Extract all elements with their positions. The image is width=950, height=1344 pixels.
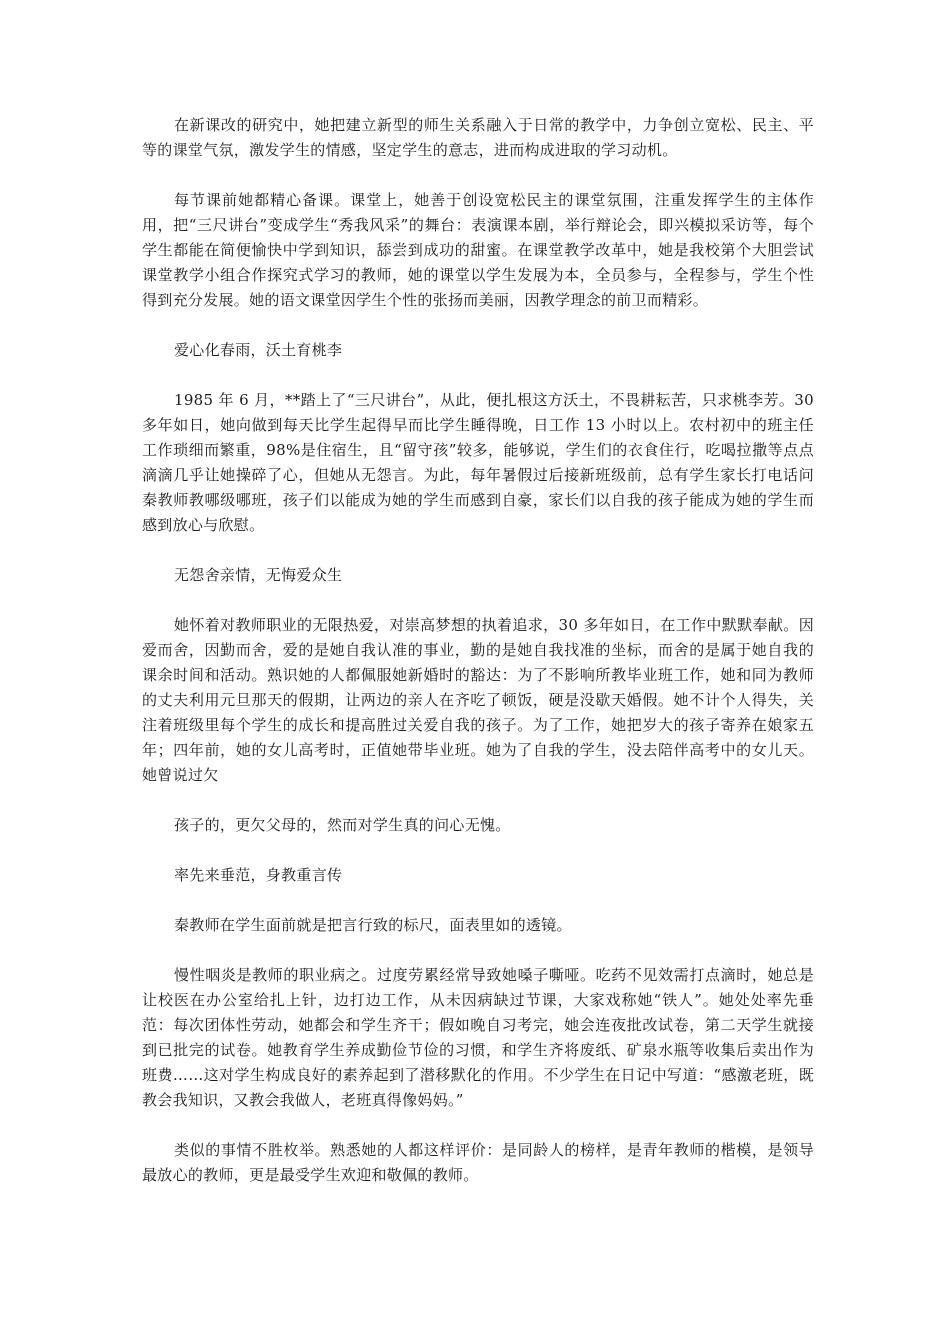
paragraph: 慢性咽炎是教师的职业病之。过度劳累经常导致她嗓子嘶哑。吃药不见效需打点滴时，她总是让校医在办公室给扎上针，边打边工作，从未因病缺过节课，大家戏称她“铁人”。她处处率先垂范：每次团体性劳动，她都会和学生齐干；假如晚自习考完，她会连夜批改试卷，第二天学生就接到已批完的试卷。她教育学生养成勤俭节俭的习惯，和学生齐将废纸、矿泉水瓶等收集后卖出作为班费……这对学生构成良好的素养起到了潜移默化的作用。不少学生在日记中写道：“感激老班，既教会我知识，又教会我做人，老班真得像妈妈。” — [142, 966, 814, 1109]
paragraph: 秦教师在学生面前就是把言行致的标尺，面表里如的透镜。 — [174, 916, 572, 934]
paragraph: 她怀着对教师职业的无限热爱，对崇高梦想的执着追求，30 多年如日，在工作中默默奉献。因爱而舍，因勤而舍，爱的是她自我认准的事业，勤的是她自我找准的坐标，而舍的是属于她自我的课余时间和活动。熟识她的人都佩服她新婚时的豁达：为了不影响所教毕业班工作，她和同为教师的丈夫利用元旦那天的假期，让两边的亲人在齐吃了顿饭，硬是没歇天婚假。她不计个人得失，关注着班级里每个学生的成长和提高胜过关爱自我的孩子。为了工作，她把岁大的孩子寄养在娘家五年；四年前，她的女儿高考时，正值她带毕业班。她为了自我的学生，没去陪伴高考中的女儿天。她曾说过欠 — [142, 616, 814, 784]
document-body — [142, 113, 814, 1213]
paragraph: 每节课前她都精心备课。课堂上，她善于创设宽松民主的课堂氛围，注重发挥学生的主体作用，把“三尺讲台”变成学生“秀我风采”的舞台：表演课本剧，举行辩论会，即兴模拟采访等，每个学生都能在简便愉快中学到知识，舔尝到成功的甜蜜。在课堂教学改革中，她是我校第个大胆尝试课堂教学小组合作探究式学习的教师，她的课堂以学生发展为本，全员参与，全程参与，学生个性得到充分发展。她的语文课堂因学生个性的张扬而美丽，因教学理念的前卫而精彩。 — [142, 191, 814, 309]
section-heading: 无怨舍亲情，无悔爱众生 — [174, 566, 343, 584]
paragraph: 孩子的，更欠父母的，然而对学生真的问心无愧。 — [174, 816, 511, 834]
paragraph: 1985 年 6 月，**踏上了“三尺讲台”，从此，便扎根这方沃土，不畏耕耘苦，只求桃李芳。30 多年如日，她向做到每天比学生起得早而比学生睡得晚，日工作 13 小时以上。农村初中的班主任工作琐细而繁重，98%是住宿生，且“留守孩”较多，能够说，学生们的衣食住行，吃喝拉撒等点点滴滴几乎让她操碎了心，但她从无怨言。为此，每年暑假过后接新班级前，总有学生家长打电话问秦教师教哪级哪班，孩子们以能成为她的学生而感到自豪，家长们以自我的孩子能成为她的学生而感到放心与欣慰。 — [142, 391, 814, 534]
section-heading: 爱心化春雨，沃土育桃李 — [174, 341, 343, 359]
section-heading: 率先来垂范，身教重言传 — [174, 866, 343, 884]
paragraph: 在新课改的研究中，她把建立新型的师生关系融入于日常的教学中，力争创立宽松、民主、平等的课堂气氛，激发学生的情感，坚定学生的意志，进而构成进取的学习动机。 — [142, 116, 814, 159]
paragraph: 类似的事情不胜枚举。熟悉她的人都这样评价：是同龄人的榜样，是青年教师的楷模，是领导最放心的教师，更是最受学生欢迎和敬佩的教师。 — [142, 1141, 814, 1184]
